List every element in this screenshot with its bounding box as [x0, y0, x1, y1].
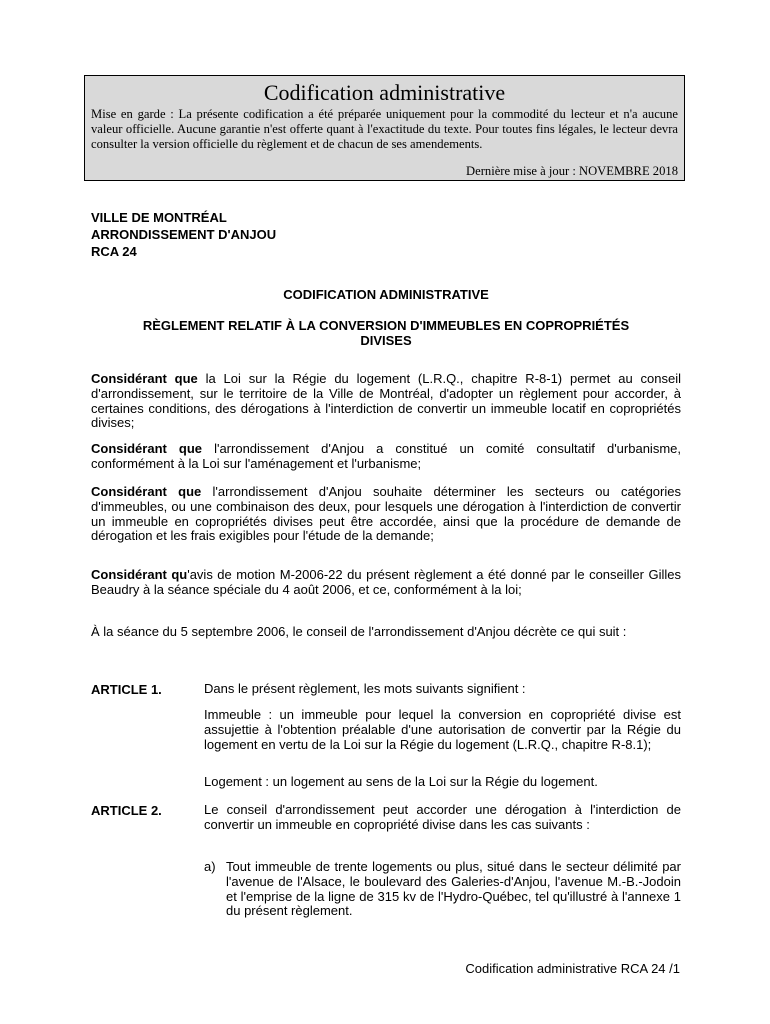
preamble-paragraph-4: Considérant qu'avis de motion M-2006-22 du présent règlement a été donné par le conseiller Gilles Beaudry à la séance spéciale du 4 août 2006, et ce, conformément à la loi; — [91, 567, 681, 597]
definition-logement: Logement : un logement au sens de la Loi sur la Régie du logement. — [204, 774, 598, 789]
article-2-label: ARTICLE 2. — [91, 803, 162, 818]
article-2-item-a — [204, 860, 681, 919]
disclaimer-title: Codification administrative — [263, 80, 506, 105]
codification-title: CODIFICATION ADMINISTRATIVE — [283, 287, 489, 302]
preamble-lead: Considérant que — [91, 441, 203, 456]
item-a-text: Tout immeuble de trente logements ou plus, situé dans le secteur délimité par l'avenue de l'Alsace, le boulevard des Galeries-d'Anjou, l'avenue M.-B.-Jodoin et l'emprise de la ligne de 315 kv de l'Hydro-Québec, tel qu'illustré à l'annexe 1 du présent règlement. — [226, 859, 681, 919]
preamble-lead: Considérant qu — [91, 567, 188, 582]
preamble-paragraph-3: Considérant que l'arrondissement d'Anjou souhaite déterminer les secteurs ou catégories d'immeubles, ou une combinaison des deux, pour lesquels une dérogation à l'interdiction de convertir un immeuble en copropriétés divises peut être accordée, ainsi que la procédure de demande de dérogation et les frais exigibles pour l'étude de la demande; — [91, 484, 681, 544]
borough-name: ARRONDISSEMENT D'ANJOU — [91, 227, 277, 242]
article-1-label: ARTICLE 1. — [91, 682, 162, 697]
preamble-lead: Considérant que — [91, 371, 198, 386]
item-a-label: a) — [204, 859, 216, 874]
disclaimer-box — [84, 75, 685, 181]
enactment-paragraph: À la séance du 5 septembre 2006, le conseil de l'arrondissement d'Anjou décrète ce qui suit : — [91, 624, 627, 639]
last-update: Dernière mise à jour : NOVEMBRE 2018 — [466, 164, 678, 178]
document-header — [91, 209, 276, 260]
bylaw-number: RCA 24 — [91, 244, 137, 259]
disclaimer-warning: Mise en garde : La présente codification a été préparée uniquement pour la commodité du lecteur et n'a aucune valeur officielle. Aucune garantie n'est offerte quant à l'exactitude du texte. Pour toutes fins légales, le lecteur devra consulter la version officielle du règlement et de chacun de ses amendements. — [91, 107, 678, 151]
page-footer: Codification administrative RCA 24 /1 — [465, 961, 680, 976]
definition-immeuble: Immeuble : un immeuble pour lequel la conversion en copropriété divise est assujettie à l'obtention préalable d'une autorisation de convertir par la Régie du logement en vertu de la Loi sur la Régie du logement (L.R.Q., chapitre R-8.1); — [204, 707, 681, 752]
preamble-lead: Considérant que — [91, 484, 202, 499]
preamble-paragraph-1: Considérant que la Loi sur la Régie du logement (L.R.Q., chapitre R-8-1) permet au conseil d'arrondissement, sur le territoire de la Ville de Montréal, d'adopter un règlement pour accorder, à certaines conditions, des dérogations à l'interdiction de convertir un immeuble locatif en copropriétés divises; — [91, 371, 681, 431]
preamble-paragraph-2: Considérant que l'arrondissement d'Anjou a constitué un comité consultatif d'urbanisme, conformément à la Loi sur l'aménagement et l'urbanisme; — [91, 441, 681, 471]
article-1-intro: Dans le présent règlement, les mots suivants signifient : — [204, 681, 526, 696]
article-2-intro: Le conseil d'arrondissement peut accorder une dérogation à l'interdiction de convertir un immeuble en copropriété divise dans les cas suivants : — [204, 802, 681, 832]
city-name: VILLE DE MONTRÉAL — [91, 210, 227, 225]
regulation-title: RÈGLEMENT RELATIF À LA CONVERSION D'IMMEUBLES EN COPROPRIÉTÉS DIVISES — [142, 318, 630, 348]
